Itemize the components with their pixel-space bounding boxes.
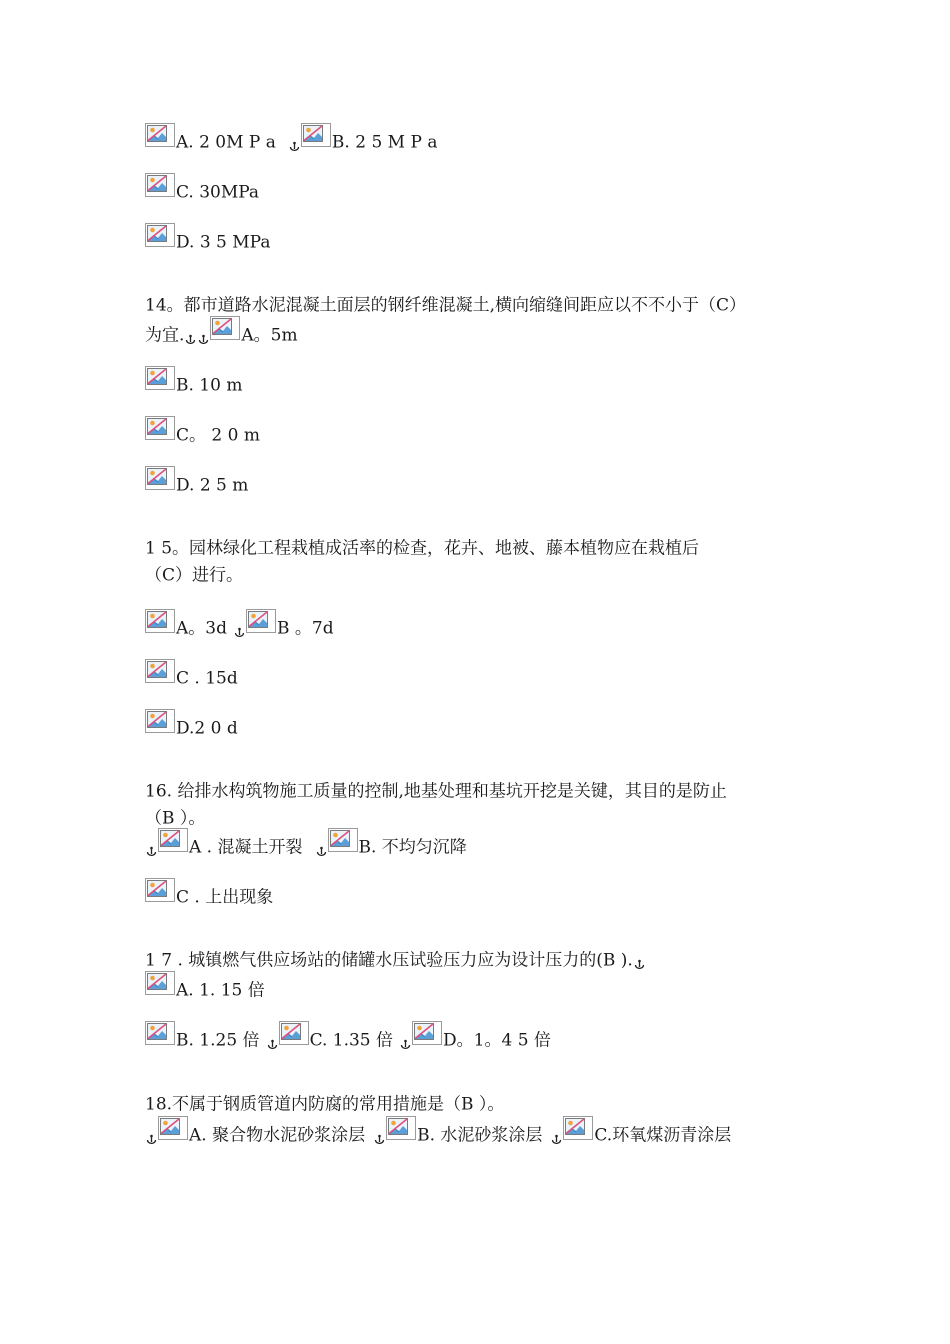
anchor-mark-icon <box>551 1134 562 1146</box>
q13-option-d: D. 3 5 MPa <box>176 232 271 253</box>
q18-stem-line <box>145 1091 504 1117</box>
q13-option-line-ab <box>145 129 437 155</box>
q16-stem: 16. 给排水构筑物施工质量的控制,地基处理和基坑开挖是关键，其目的是防止 <box>145 781 727 802</box>
q17-option-line-a <box>145 977 265 1003</box>
q18-option-a: A. 聚合物水泥砂浆涂层 <box>189 1125 366 1146</box>
q15-stem-line-1 <box>145 535 699 561</box>
broken-image-icon <box>563 1116 593 1140</box>
broken-image-icon <box>145 1021 175 1045</box>
q15-option-line-c <box>145 665 238 691</box>
broken-image-icon <box>279 1021 309 1045</box>
anchor-mark-icon <box>185 334 196 346</box>
broken-image-icon <box>328 828 358 852</box>
anchor-mark-icon <box>374 1134 385 1146</box>
broken-image-icon <box>412 1021 442 1045</box>
broken-image-icon <box>145 173 175 197</box>
q17-stem: 1 7 . 城镇燃气供应场站的储罐水压试验压力应为设计压力的(B ). <box>145 950 633 971</box>
broken-image-icon <box>386 1116 416 1140</box>
anchor-mark-icon <box>400 1039 411 1051</box>
broken-image-icon <box>145 366 175 390</box>
q17-option-a: A. 1. 15 倍 <box>176 980 265 1001</box>
q14-stem-line-2 <box>145 322 298 348</box>
q15-option-a: A。3d <box>176 618 227 639</box>
broken-image-icon <box>145 659 175 683</box>
q14-option-a: A。5m <box>241 325 298 346</box>
q15-stem: 1 5。园林绿化工程栽植成活率的检查，花卉、地被、藤本植物应在栽植后 <box>145 538 700 559</box>
q17-stem-line <box>145 947 646 973</box>
q14-stem: 14。都市道路水泥混凝土面层的钢纤维混凝土,横向缩缝间距应以不不小于（C） <box>145 295 747 316</box>
q13-option-a: A. 2 0M P a <box>176 132 276 153</box>
q18-option-line-abc <box>145 1122 731 1148</box>
anchor-mark-icon <box>634 959 645 971</box>
q15-option-b: B 。7d <box>276 618 334 639</box>
broken-image-icon <box>145 416 175 440</box>
q16-option-a: A . 混凝土开裂 <box>189 837 303 858</box>
q14-option-d: D. 2 5 m <box>176 475 249 496</box>
anchor-mark-icon <box>146 846 157 858</box>
broken-image-icon <box>210 316 240 340</box>
anchor-mark-icon <box>267 1039 278 1051</box>
q16-stem-continued: （B ）。 <box>145 808 206 829</box>
q14-option-c: C。 2 0 m <box>176 425 260 446</box>
q14-option-line-b <box>145 372 242 398</box>
q13-option-b: B. 2 5 M P a <box>331 132 438 153</box>
broken-image-icon <box>145 878 175 902</box>
q14-option-line-c <box>145 422 260 448</box>
broken-image-icon <box>145 971 175 995</box>
q16-option-line-c <box>145 884 273 910</box>
q14-option-line-d <box>145 472 248 498</box>
q14-stem-line-1 <box>145 292 746 318</box>
q16-option-c: C . 上出现象 <box>176 887 274 908</box>
broken-image-icon <box>301 123 331 147</box>
q14-option-b: B. 10 m <box>176 375 243 396</box>
q16-option-line-ab <box>145 834 467 860</box>
q18-option-c: C.环氧煤沥青涂层 <box>594 1125 732 1146</box>
q13-option-c: C. 30MPa <box>176 182 260 203</box>
q15-stem-continued: （C）进行。 <box>145 565 244 586</box>
broken-image-icon <box>158 828 188 852</box>
q16-stem-line-1 <box>145 778 727 804</box>
q15-option-c: C . 15d <box>176 668 238 689</box>
q17-option-c: C. 1.35 倍 <box>309 1030 394 1051</box>
anchor-mark-icon <box>146 1134 157 1146</box>
q17-option-line-bcd <box>145 1027 551 1053</box>
q18-option-b: B. 水泥砂浆涂层 <box>417 1125 543 1146</box>
broken-image-icon <box>246 609 276 633</box>
q15-option-d: D.2 0 d <box>176 718 238 739</box>
broken-image-icon <box>145 123 175 147</box>
q15-stem-line-2 <box>145 562 243 588</box>
anchor-mark-icon <box>316 846 327 858</box>
q18-stem: 18.不属于钢质管道内防腐的常用措施是（B ）。 <box>145 1094 505 1115</box>
broken-image-icon <box>145 223 175 247</box>
broken-image-icon <box>145 609 175 633</box>
anchor-mark-icon <box>198 334 209 346</box>
broken-image-icon <box>158 1116 188 1140</box>
q13-option-line-d <box>145 229 271 255</box>
broken-image-icon <box>145 709 175 733</box>
q16-option-b: B. 不均匀沉降 <box>358 837 467 858</box>
q13-option-line-c <box>145 179 259 205</box>
broken-image-icon <box>145 466 175 490</box>
q17-option-b: B. 1.25 倍 <box>176 1030 260 1051</box>
q14-stem-continued: 为宜. <box>145 325 185 346</box>
anchor-mark-icon <box>234 627 245 639</box>
q15-option-line-ab <box>145 615 334 641</box>
q15-option-line-d <box>145 715 238 741</box>
q17-option-d: D。1。4 5 倍 <box>443 1030 551 1051</box>
anchor-mark-icon <box>289 141 300 153</box>
